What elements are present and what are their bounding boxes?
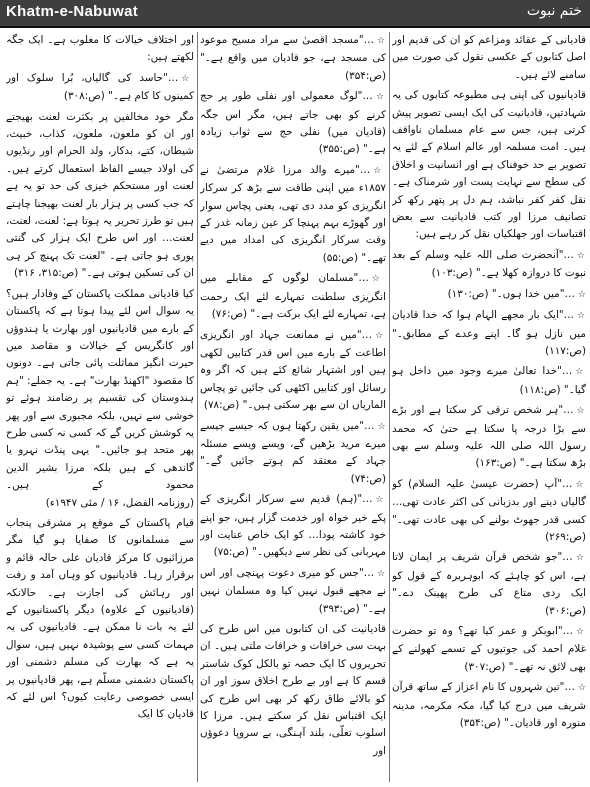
citation-reference: (ص:۳۵۴) xyxy=(345,69,386,82)
paragraph xyxy=(392,549,586,620)
star-bullet-icon: ☆ xyxy=(377,568,386,579)
paragraph-text: …"تین شہروں کا نام اعزاز کے ساتھ قرآن شریف میں درج کیا گیا، مکہ مکرمہ، مدینہ منورہ اور قادیان۔" xyxy=(392,681,586,730)
citation-reference: (ص:۷۸) xyxy=(203,399,240,412)
paragraph xyxy=(200,621,386,760)
star-bullet-icon: ☆ xyxy=(371,274,386,285)
paragraph xyxy=(392,679,586,732)
column-divider xyxy=(389,32,390,782)
paragraph xyxy=(392,623,586,676)
citation-reference: (ص:۱۱۸) xyxy=(519,383,561,396)
page-header xyxy=(0,0,590,28)
paragraph-text: …"آنحضرت صلی اللہ علیہ وسلم کے بعد نبوت کا دروازہ کھلا ہے۔" xyxy=(392,248,586,280)
citation-reference: (ص:۳۹۳) xyxy=(318,602,360,615)
text-column-middle xyxy=(200,32,386,782)
paragraph-text: کیا قادیانی مملکت پاکستان کے وفادار ہیں؟ یہ سوال اس لئے پیدا ہوتا ہے کہ پاکستان کے بارے میں قادیانیوں اور بھارت یا ہندوؤں اور کانگریس کے خیالات و مقاصد میں حیرت انگیز مماثلت پائی جاتی ہے۔ دونوں کا مقصود "اکھنڈ بھارت" ہے۔ یہ جملے: "ہم ہندوستان کی تقسیم پر رضامند ہوئے تو خوشی سے نہیں، بلکہ مجبوری سے اور پھر یہ کوشش کریں گے کہ کسی نہ کسی طرح پھر متحد ہو جائیں۔" یہی پنڈت نہرو یا گاندھی کے ہیں بلکہ مرزا بشیر الدین محمود کے ہیں۔ xyxy=(6,287,194,492)
citation-reference: (ص:۵۵) xyxy=(322,251,359,264)
citation-reference: (ص:۳۱۵، ۳۱۶) xyxy=(13,267,79,280)
citation-reference: (ص:۷۵) xyxy=(213,546,249,559)
paragraph xyxy=(200,270,386,323)
paragraph-text: اور اختلاف خیالات کا مغلوب ہے۔ ایک جگہ لکھتے ہیں: xyxy=(6,34,194,64)
paragraph-text: …"جس کو میری دعوت پہنچی اور اس نے مجھے قبول نہیں کیا وہ مسلمان نہیں ہے۔" xyxy=(200,566,386,615)
paragraph-text: …"ہر شخص ترقی کر سکتا ہے اور بڑے سے بڑا درجہ پا سکتا ہے حتیٰ کہ محمد رسول اللہ صلی اللہ علیہ وسلم سے بھی بڑھ سکتا ہے۔" xyxy=(392,404,586,470)
citation-reference: (ص:۳۵۵) xyxy=(318,143,360,156)
paragraph xyxy=(392,247,586,283)
text-column-right xyxy=(392,32,586,782)
star-bullet-icon: ☆ xyxy=(577,289,586,300)
paragraph-text: …"حاسد کی گالیاں، بُرا سلوک اور کمینوں کا کام ہے۔" xyxy=(6,71,194,103)
paragraph xyxy=(392,402,586,473)
paragraph-text: …"جو شخص قرآن شریف پر ایمان لاتا ہے، اس کو چاہئے کہ ابوہریرہ کے قول کو ایک ردی متاع کی طرح پھینک دے۔" xyxy=(392,551,586,600)
paragraph xyxy=(392,363,586,399)
star-bullet-icon: ☆ xyxy=(181,73,194,84)
star-bullet-icon: ☆ xyxy=(577,311,586,322)
citation-reference: (ص:۷۶) xyxy=(211,308,248,321)
paragraph-text: …"میں یقین رکھتا ہوں کہ جیسے جیسے میرے مرید بڑھیں گے، ویسے ویسے مسئلہ جہاد کے معتقد کم ہوتے جائیں گے۔" xyxy=(200,419,386,468)
citation-reference: (روزنامہ الفضل، ۱۶ / مئی ۱۹۴۷ء) xyxy=(45,496,194,509)
paragraph xyxy=(392,286,586,304)
paragraph-text: …"میں نے ممانعت جہاد اور انگریزی اطاعت کے بارے میں اس قدر کتابیں لکھی ہیں اور اشتہار شائع کئے ہیں کہ اگر وہ رسائل اور کتابیں اکٹھی کی جائیں تو پچاس الماریاں ان سے بھر سکتی ہیں۔" xyxy=(200,328,386,412)
paragraph-text: …"مسلمان لوگوں کے مقابلے میں انگریزی سلطنت تمہارے لئے ایک رحمت ہے، تمہارے لئے ایک برکت ہے۔" xyxy=(200,272,386,321)
star-bullet-icon: ☆ xyxy=(375,92,386,103)
star-bullet-icon: ☆ xyxy=(575,479,586,490)
paragraph xyxy=(200,162,386,267)
paragraph xyxy=(392,307,586,360)
paragraph xyxy=(392,476,586,547)
paragraph xyxy=(200,418,386,489)
citation-reference: (ص:۳۰۷) xyxy=(464,660,506,673)
star-bullet-icon: ☆ xyxy=(575,367,586,378)
text-column-left xyxy=(6,32,194,782)
star-bullet-icon: ☆ xyxy=(377,421,386,432)
citation-reference: (ص:۱۱۷) xyxy=(545,344,586,357)
citation-reference: (ص:۳۰۸) xyxy=(63,90,105,103)
paragraph-text: …"مسجد اقصیٰ سے مراد مسیح موعود کی مسجد ہے، جو قادیان میں واقع ہے۔" xyxy=(200,34,386,65)
citation-reference: (ص:۱۶۳) xyxy=(475,457,517,470)
paragraph xyxy=(392,32,586,84)
paragraph xyxy=(200,565,386,618)
star-bullet-icon: ☆ xyxy=(375,330,386,341)
citation-reference: (ص:۷۴) xyxy=(350,472,386,485)
paragraph-text: …"خدا تعالیٰ میرے وجود میں داخل ہو گیا۔" xyxy=(392,365,586,396)
star-bullet-icon: ☆ xyxy=(576,627,586,637)
paragraph-text: …"لوگ معمولی اور نفلی طور پر حج کرنے کو بھی جاتے ہیں، مگر اس جگہ (قادیان میں) نفلی حج سے ثواب زیادہ ہے۔" xyxy=(200,90,386,156)
paragraph-text: …"(ہم) قدیم سے سرکار انگریزی کے پکے خیر خواہ اور خدمت گزار ہیں، جو اپنے خود کاشتہ پودا… کو ایک خاص عنایت اور مہربانی کی نظر سے دیکھیں۔" xyxy=(200,493,386,559)
paragraph-text: مگر خود مخالفین پر بکثرت لعنت بھیجتے اور ان کو ملعون، ملعون، کذاب، خبیث، شیطان، کتے، بدکار، ولد الحرام اور رنڈیوں کی اولاد جیسے الفاظ استعمال کرتے ہیں۔ لعنت اور مستحکم خیزی کی حد تو یہ ہے کہ جب کسی پر ہزار بار لعنت بھیجنا چاہتے ہیں تو طرز تحریر یہ ہوتا ہے: لعنت، لعنت، لعنت… اور اس طرح ایک ہزار کی گنتی پوری ہو جاتی ہے۔ "لعنت تک پہنچ کر ہی ان کی تسکین ہوتی ہے۔" xyxy=(6,110,194,280)
paragraph xyxy=(6,515,194,724)
citation-reference: (ص:۲۶۹) xyxy=(545,530,586,543)
paragraph xyxy=(392,87,586,244)
star-bullet-icon: ☆ xyxy=(577,683,586,694)
citation-reference: (ص:۱۰۳) xyxy=(431,267,473,280)
paragraph xyxy=(6,32,194,67)
paragraph-text: …"میرے والد مرزا غلام مرتضیٰ نے ۱۸۵۷ء میں اپنی طاقت سے بڑھ کر سرکار انگریزی کو مدد دی تھی، یعنی پچاس سوار اور گھوڑے بہم پہنچا کر عین زمانہ غدر کے وقت سرکار انگریزی کی امداد میں دیے تھے۔" xyxy=(200,163,386,264)
paragraph-text: قیام پاکستان کے موقع پر مشرقی پنجاب سے مسلمانوں کا صفایا ہو گیا مگر مرزائیوں کا مرکز قادیان علی حالہ قائم و برقرار رہا۔ قادیانیوں کو وہاں آمد و رفت اور رہائش کی اجازت ہے۔ حالانکہ (قادیانیوں کے علاوہ) دیگر پاکستانیوں کے لئے یہ بات نا ممکن ہے۔ قادیانیوں کی یہ مہمات کسی سے پوشیدہ نہیں ہیں، سوال یہ ہے کہ بھارت کی مسلم دشمنی اور پاکستان دشمنی مسلّم ہے، پھر قادیانیوں پر ایسی خصوصی رعایت کیوں؟ اس لئے کہ قادیان کا ایک xyxy=(6,516,194,721)
paragraph-text: …"ابوبکر و عمر کیا تھے؟ وہ تو حضرت غلام احمد کی جوتیوں کے تسمے کھولنے کے بھی لائق نہ تھے۔" xyxy=(392,625,586,673)
star-bullet-icon: ☆ xyxy=(377,36,386,46)
paragraph-text: قادیانیت کی ان کتابوں میں اس طرح کی بہت سی خرافات و خرافات ملتی ہیں۔ ان تحریروں کا ایک حصہ تو بالکل کوک شاستر قسم کا ہے اور بے طرح اخلاق سوز اور ان کو بالائے طاق رکھ کر بھی اس طرح کی ایک اقتباس نقل کر سکتے ہیں۔ مرزا کا اسلوب تعلّی، بلند آہنگی، بے سروپا دعوؤں اور xyxy=(200,623,386,757)
paragraph xyxy=(6,286,194,512)
paragraph xyxy=(200,327,386,415)
paragraph-text: …"میں خدا ہوں۔" xyxy=(491,287,575,300)
header-title-latin: Khatm-e-Nabuwat xyxy=(6,3,139,20)
paragraph-text: …"آپ (حضرت عیسیٰ علیہ السلام) کو گالیاں دینے اور بدزبانی کی اکثر عادت تھی… کسی قدر جھوٹ بولنے کی بھی عادت تھی۔" xyxy=(392,477,586,526)
star-bullet-icon: ☆ xyxy=(375,495,386,506)
paragraph xyxy=(200,88,386,159)
star-bullet-icon: ☆ xyxy=(373,165,386,176)
citation-reference: (ص:۳۵۴) xyxy=(459,717,501,730)
star-bullet-icon: ☆ xyxy=(575,553,586,564)
paragraph xyxy=(200,491,386,562)
star-bullet-icon: ☆ xyxy=(576,406,586,417)
paragraph-text: قادیانیوں کی اپنی ہی مطبوعہ کتابوں کی یہ شہادتیں، قادیانیت کی ایک ایسی تصویر پیش کرتی ہیں، جس سے عام مسلمان ناواقف ہیں۔ امت مسلمہ اور عالم اسلام کے لئے یہ تصویر بے حد خوفناک ہے اور انسانیت و اخلاق کی سطح سے نہایت پست اور شرمناک ہے۔ نقل کفر کفر نباشد، ہم دل پر پتھر رکھ کر تصانیف مرزا اور کتب قادیانیت سے بعض اقتباسات اور جھلکیاں نقل کر رہے ہیں: xyxy=(392,89,586,241)
header-title-urdu: ختم نبوت xyxy=(526,3,582,19)
citation-reference: (ص:۱۳۰) xyxy=(447,287,489,300)
star-bullet-icon: ☆ xyxy=(576,250,586,261)
paragraph xyxy=(6,109,194,283)
column-divider xyxy=(197,32,198,782)
paragraph xyxy=(6,70,194,106)
paragraph xyxy=(200,32,386,85)
paragraph-text: قادیانی کے عقائد ومزاعم کو ان کی قدیم اور اصل کتابوں کے عکسی نقول کی صورت میں سامنے لائے ہیں۔ xyxy=(392,34,586,81)
paragraph-text: …"ایک بار مجھے الہام ہوا کہ خدا قادیان میں نازل ہو گا۔ اپنے وعدے کے مطابق۔" xyxy=(392,309,586,340)
citation-reference: (ص:۳۰۶) xyxy=(545,604,586,617)
